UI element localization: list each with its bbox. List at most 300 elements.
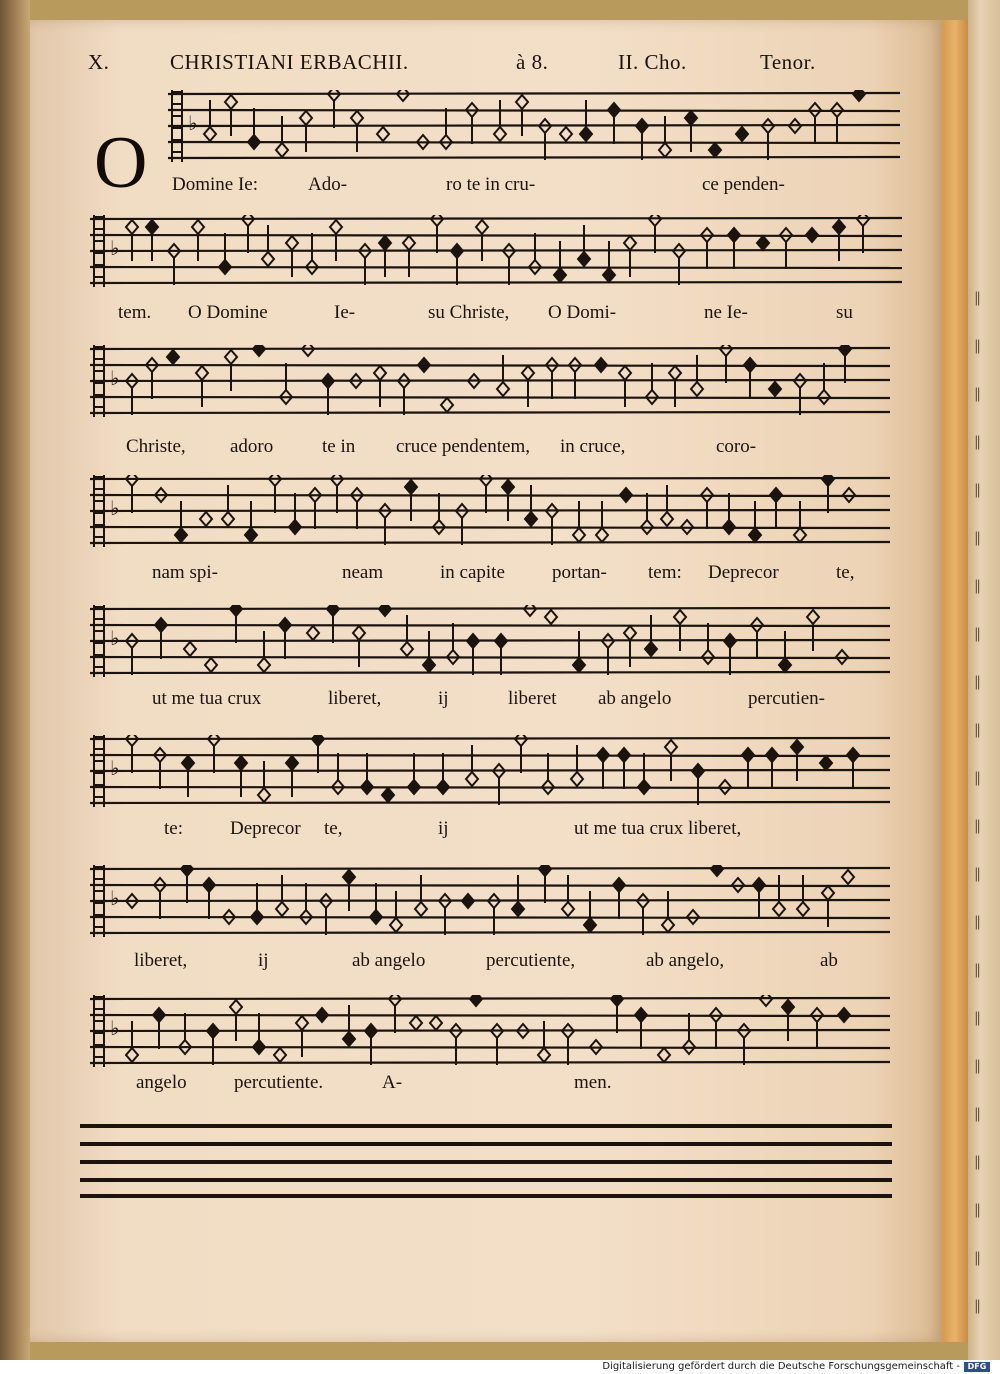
- lyric-syllable: portan-: [552, 562, 607, 583]
- lyric-syllable: ab angelo: [598, 688, 672, 709]
- composer-name: CHRISTIANI ERBACHII.: [170, 50, 409, 74]
- note-icon: [809, 103, 821, 144]
- note-icon: [379, 236, 391, 277]
- lyric-syllable: adoro: [230, 436, 274, 457]
- note-icon: [723, 493, 735, 534]
- lyric-syllable: percutiente,: [486, 950, 576, 971]
- note-icon: [674, 610, 686, 651]
- staff-6: [0, 735, 1000, 825]
- note-icon: [382, 788, 394, 802]
- note-icon: [379, 605, 391, 616]
- lyric-syllable: Domine Ie:: [172, 174, 259, 195]
- lyric-syllable: te in: [322, 436, 356, 457]
- edge-mark-icon: ‖: [974, 770, 981, 786]
- digitization-footer: [0, 1360, 1000, 1374]
- lyric-syllable: liberet: [508, 688, 557, 709]
- note-icon: [126, 1021, 138, 1062]
- note-icon: [351, 488, 363, 529]
- edge-mark-icon: ‖: [974, 1154, 981, 1170]
- note-icon: [230, 1000, 242, 1041]
- lyric-syllable: in cruce,: [560, 436, 626, 457]
- flat-sign-icon: ♭: [188, 111, 198, 135]
- edge-mark-icon: ‖: [974, 386, 981, 402]
- staff-line: [90, 625, 890, 626]
- note-icon: [780, 228, 792, 269]
- lyric-line-7: [0, 950, 1000, 980]
- note-icon: [665, 740, 677, 781]
- staff-line: [90, 365, 890, 366]
- lyric-syllable: coro-: [716, 436, 757, 457]
- note-icon: [539, 865, 551, 903]
- lyric-line-8: [0, 1072, 1000, 1102]
- edge-mark-icon: ‖: [974, 1058, 981, 1074]
- edge-mark-icon: ‖: [974, 1298, 981, 1314]
- lyric-syllable: Deprecor: [708, 562, 779, 583]
- lyric-syllable: Christe,: [126, 436, 186, 457]
- note-icon: [515, 735, 527, 773]
- note-icon: [751, 618, 763, 659]
- lyric-syllable: O Domi-: [548, 302, 617, 323]
- lyric-syllable: te,: [324, 818, 343, 839]
- note-icon: [276, 875, 288, 916]
- lyric-syllable: cruce pendentem,: [396, 436, 530, 457]
- voice-count: à 8.: [516, 50, 549, 74]
- note-icon: [351, 111, 363, 152]
- note-icon: [423, 631, 435, 672]
- lyric-syllable: O Domine: [188, 302, 268, 323]
- flat-sign-icon: ♭: [110, 626, 120, 650]
- note-icon: [596, 501, 608, 542]
- note-icon: [251, 883, 263, 924]
- edge-mark-icon: ‖: [974, 914, 981, 930]
- voice-part: Tenor.: [760, 50, 816, 74]
- choir-label: II. Cho.: [618, 50, 687, 74]
- note-icon: [225, 350, 237, 391]
- staff-line: [90, 868, 890, 869]
- lyric-syllable: te:: [164, 818, 183, 839]
- note-icon: [709, 143, 721, 157]
- note-icon: [624, 626, 636, 667]
- note-icon: [328, 90, 340, 128]
- lyric-syllable: ab: [820, 950, 838, 971]
- staff-line: [90, 932, 890, 933]
- note-icon: [658, 1048, 670, 1062]
- note-icon: [820, 756, 832, 770]
- note-icon: [608, 103, 620, 144]
- lyric-syllable: liberet,: [134, 950, 188, 971]
- lyric-syllable: ij: [438, 818, 449, 839]
- note-icon: [769, 382, 781, 396]
- note-icon: [441, 398, 453, 412]
- note-icon: [200, 512, 212, 526]
- note-icon: [636, 119, 648, 160]
- note-icon: [330, 220, 342, 261]
- note-icon: [753, 878, 765, 919]
- note-icon: [258, 761, 270, 802]
- note-icon: [822, 886, 834, 927]
- note-icon: [624, 236, 636, 277]
- note-icon: [742, 748, 754, 789]
- note-icon: [645, 615, 657, 656]
- note-icon: [613, 878, 625, 919]
- note-icon: [554, 241, 566, 282]
- note-icon: [831, 103, 843, 144]
- lyric-syllable: te,: [836, 562, 855, 583]
- lyric-syllable: ce penden-: [702, 174, 785, 195]
- note-icon: [331, 475, 343, 513]
- note-icon: [322, 374, 334, 415]
- note-icon: [638, 753, 650, 794]
- note-icon: [476, 220, 488, 261]
- lyric-syllable: ab angelo,: [646, 950, 725, 971]
- note-icon: [390, 891, 402, 932]
- note-icon: [235, 756, 247, 797]
- note-icon: [573, 501, 585, 542]
- note-icon: [397, 90, 409, 101]
- note-icon: [207, 1024, 219, 1065]
- note-icon: [307, 626, 319, 640]
- note-icon: [618, 748, 630, 789]
- page-header: [88, 50, 848, 78]
- note-icon: [253, 345, 265, 356]
- lyric-syllable: A-: [382, 1072, 403, 1093]
- lyric-syllable: Ie-: [334, 302, 356, 323]
- staff-line: [90, 250, 902, 251]
- note-icon: [770, 488, 782, 529]
- note-icon: [794, 501, 806, 542]
- note-icon: [466, 103, 478, 144]
- note-icon: [182, 756, 194, 797]
- edge-mark-icon: ‖: [974, 1202, 981, 1218]
- lyric-syllable: su Christe,: [428, 302, 510, 323]
- note-icon: [760, 995, 772, 1006]
- edge-mark-icon: ‖: [974, 1106, 981, 1122]
- note-icon: [343, 870, 355, 911]
- dfg-logo: DFG: [964, 1362, 990, 1372]
- staff-line: [90, 348, 890, 349]
- note-icon: [253, 1013, 265, 1054]
- note-icon: [204, 100, 216, 141]
- note-icon: [389, 995, 401, 1033]
- staff-2: [0, 215, 1000, 305]
- lyric-syllable: su: [836, 302, 853, 323]
- note-icon: [538, 1021, 550, 1062]
- note-icon: [847, 748, 859, 789]
- staff-line: [90, 267, 902, 268]
- edge-mark-icon: ‖: [974, 866, 981, 882]
- flat-sign-icon: ♭: [110, 886, 120, 910]
- staff-line: [90, 218, 902, 219]
- staff-line: [90, 282, 902, 283]
- note-icon: [546, 358, 558, 399]
- note-icon: [279, 618, 291, 659]
- note-icon: [192, 220, 204, 261]
- note-icon: [316, 1008, 328, 1022]
- note-icon: [312, 735, 324, 773]
- page-numeral: X.: [88, 50, 110, 74]
- lyric-syllable: ro te in cru-: [446, 174, 536, 195]
- note-icon: [744, 358, 756, 399]
- note-icon: [619, 366, 631, 407]
- note-icon: [842, 870, 854, 884]
- note-icon: [175, 501, 187, 542]
- note-icon: [659, 116, 671, 157]
- edge-mark-icon: ‖: [974, 722, 981, 738]
- note-icon: [451, 244, 463, 285]
- lyric-syllable: tem.: [118, 302, 152, 323]
- note-icon: [401, 615, 413, 656]
- lyric-syllable: percutiente.: [234, 1072, 324, 1093]
- note-icon: [662, 891, 674, 932]
- lyric-syllable: ut me tua crux: [152, 688, 262, 709]
- note-icon: [466, 745, 478, 786]
- lyric-syllable: ij: [438, 688, 449, 709]
- note-icon: [560, 127, 572, 141]
- flat-sign-icon: ♭: [110, 1016, 120, 1040]
- edge-mark-icon: ‖: [974, 338, 981, 354]
- note-icon: [649, 215, 661, 253]
- note-icon: [430, 1016, 442, 1030]
- note-icon: [289, 493, 301, 534]
- edge-mark-icon: ‖: [974, 626, 981, 642]
- note-icon: [597, 748, 609, 789]
- note-icon: [361, 753, 373, 794]
- note-icon: [181, 865, 193, 903]
- lyric-syllable: ne Ie-: [704, 302, 748, 323]
- note-icon: [276, 116, 288, 157]
- note-icon: [494, 100, 506, 141]
- note-icon: [807, 610, 819, 651]
- note-icon: [219, 233, 231, 274]
- staff-line: [90, 787, 890, 788]
- staff-line: [168, 157, 900, 158]
- note-icon: [838, 1008, 850, 1022]
- note-icon: [418, 358, 430, 372]
- staff-7: [0, 865, 1000, 955]
- note-icon: [766, 748, 778, 789]
- staff-4: [0, 475, 1000, 565]
- lyric-line-4: [0, 562, 1000, 592]
- note-icon: [779, 631, 791, 672]
- note-icon: [184, 642, 196, 656]
- note-icon: [343, 1005, 355, 1046]
- note-icon: [258, 631, 270, 672]
- note-icon: [595, 358, 607, 372]
- note-icon: [462, 894, 474, 908]
- note-icon: [497, 355, 509, 396]
- edge-mark-icon: ‖: [974, 290, 981, 306]
- staff-line: [90, 1062, 890, 1063]
- lyric-syllable: ab angelo: [352, 950, 426, 971]
- staff-1: [0, 90, 1000, 180]
- edge-mark-icon: ‖: [974, 1010, 981, 1026]
- note-icon: [408, 753, 420, 794]
- note-icon: [757, 236, 769, 250]
- note-icon: [833, 220, 845, 261]
- note-icon: [857, 215, 869, 253]
- edge-mark-icon: ‖: [974, 818, 981, 834]
- note-icon: [286, 756, 298, 797]
- note-icon: [573, 631, 585, 672]
- staff-line: [90, 640, 890, 641]
- lyric-syllable: angelo: [136, 1072, 187, 1093]
- lyric-syllable: Deprecor: [230, 818, 301, 839]
- note-icon: [309, 488, 321, 529]
- note-icon: [661, 485, 673, 526]
- note-icon: [269, 475, 281, 513]
- edge-mark-icon: ‖: [974, 578, 981, 594]
- note-icon: [405, 480, 417, 521]
- note-icon: [839, 345, 851, 383]
- lyric-line-3: [0, 436, 1000, 466]
- note-icon: [208, 735, 220, 773]
- note-icon: [146, 220, 158, 261]
- lyric-syllable: ij: [258, 950, 269, 971]
- note-icon: [431, 215, 443, 253]
- note-icon: [562, 875, 574, 916]
- staff-line: [168, 110, 900, 111]
- note-icon: [248, 108, 260, 149]
- staff-line: [90, 412, 890, 413]
- note-icon: [262, 225, 274, 266]
- note-icon: [701, 228, 713, 269]
- note-icon: [811, 1008, 823, 1049]
- note-icon: [569, 358, 581, 399]
- lyric-syllable: ut me tua crux liberet,: [574, 818, 742, 839]
- note-icon: [374, 366, 386, 407]
- staff-line: [90, 527, 890, 528]
- flat-sign-icon: ♭: [110, 236, 120, 260]
- note-icon: [720, 345, 732, 383]
- edge-mark-icon: ‖: [974, 434, 981, 450]
- note-icon: [153, 1008, 165, 1049]
- note-icon: [245, 501, 257, 542]
- flat-sign-icon: ♭: [110, 496, 120, 520]
- staff-3: [0, 345, 1000, 435]
- note-icon: [773, 875, 785, 916]
- note-icon: [296, 1016, 308, 1057]
- edge-mark-icon: ‖: [974, 530, 981, 546]
- note-icon: [701, 488, 713, 529]
- note-icon: [242, 215, 254, 253]
- note-icon: [822, 475, 834, 513]
- note-icon: [516, 95, 528, 136]
- edge-mark-icon: ‖: [974, 1250, 981, 1266]
- note-icon: [470, 995, 482, 1006]
- note-icon: [728, 228, 740, 269]
- note-icon: [635, 1008, 647, 1049]
- note-icon: [167, 350, 179, 364]
- note-icon: [512, 875, 524, 916]
- note-icon: [571, 745, 583, 786]
- note-icon: [580, 100, 592, 141]
- note-icon: [711, 865, 723, 876]
- note-icon: [806, 228, 818, 242]
- staff-line: [90, 397, 890, 398]
- staff-line: [168, 142, 900, 143]
- note-icon: [480, 475, 492, 513]
- note-icon: [225, 95, 237, 136]
- staff-line: [90, 608, 890, 609]
- note-icon: [495, 634, 507, 675]
- lyric-line-6: [0, 818, 1000, 848]
- note-icon: [203, 878, 215, 919]
- note-icon: [525, 485, 537, 526]
- note-icon: [365, 1024, 377, 1065]
- lyric-syllable: in capite: [440, 562, 505, 583]
- note-icon: [222, 485, 234, 526]
- note-icon: [403, 236, 415, 277]
- staff-line: [90, 510, 890, 511]
- note-icon: [669, 366, 681, 407]
- lyric-line-1: [0, 174, 1000, 204]
- note-icon: [791, 740, 803, 781]
- note-icon: [467, 634, 479, 675]
- note-icon: [685, 111, 697, 152]
- note-icon: [611, 995, 623, 1033]
- note-icon: [797, 875, 809, 916]
- note-icon: [724, 634, 736, 675]
- note-icon: [545, 610, 557, 624]
- note-icon: [410, 1016, 422, 1030]
- staff-line: [90, 802, 890, 803]
- note-icon: [274, 1048, 286, 1062]
- note-icon: [155, 618, 167, 659]
- note-icon: [300, 111, 312, 152]
- flat-sign-icon: ♭: [110, 756, 120, 780]
- note-icon: [691, 355, 703, 396]
- note-icon: [437, 753, 449, 794]
- staff-line: [90, 542, 890, 543]
- staff-line: [90, 1015, 890, 1016]
- note-icon: [692, 764, 704, 805]
- note-icon: [353, 626, 365, 667]
- lyric-line-2: [0, 302, 1000, 332]
- lyric-syllable: men.: [574, 1072, 612, 1093]
- staff-line: [168, 93, 900, 94]
- note-icon: [370, 883, 382, 924]
- lyric-syllable: tem:: [648, 562, 682, 583]
- note-icon: [782, 1000, 794, 1041]
- note-icon: [749, 501, 761, 542]
- staff-line: [90, 770, 890, 771]
- staff-line: [90, 380, 890, 381]
- edge-mark-icon: ‖: [974, 482, 981, 498]
- funding-credit: Digitalisierung gefördert durch die Deutsche Forschungsgemeinschaft -: [602, 1361, 960, 1372]
- note-icon: [327, 605, 339, 643]
- note-icon: [710, 1008, 722, 1049]
- note-icon: [126, 220, 138, 261]
- note-icon: [377, 127, 389, 141]
- note-icon: [524, 605, 536, 616]
- staff-line: [90, 1047, 890, 1048]
- note-icon: [603, 241, 615, 282]
- lyric-syllable: percutien-: [748, 688, 826, 709]
- decorated-initial: O: [94, 122, 148, 204]
- flat-sign-icon: ♭: [110, 366, 120, 390]
- staff-5: [0, 605, 1000, 695]
- lyric-syllable: nam spi-: [152, 562, 218, 583]
- empty-staff: [80, 1122, 892, 1198]
- note-icon: [578, 225, 590, 266]
- note-icon: [286, 236, 298, 277]
- lyric-syllable: Ado-: [308, 174, 348, 195]
- note-icon: [415, 875, 427, 916]
- note-icon: [736, 127, 748, 141]
- note-icon: [205, 658, 217, 672]
- edge-mark-icon: ‖: [974, 674, 981, 690]
- note-icon: [196, 366, 208, 407]
